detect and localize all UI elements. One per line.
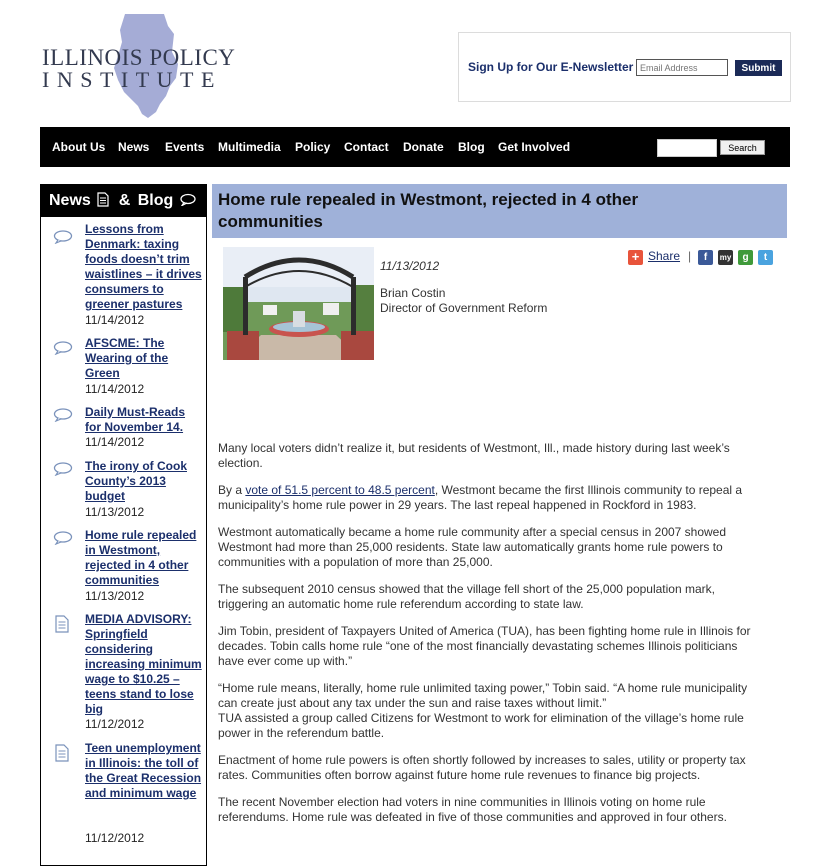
sidebar-item-date: 11/14/2012 bbox=[85, 382, 145, 396]
sidebar-item-title[interactable]: MEDIA ADVISORY: Springfield considering increasing minimum wage to $10.25 – teens stand to lose big bbox=[85, 612, 202, 716]
speech-bubble-icon bbox=[180, 193, 196, 206]
sidebar-item-date: 11/12/2012 bbox=[85, 831, 145, 845]
sidebar-title-news: News bbox=[49, 192, 91, 209]
sidebar-item-title[interactable]: Daily Must-Reads for November 14. bbox=[85, 405, 186, 434]
share-plus-icon[interactable]: + bbox=[628, 250, 643, 265]
paragraph-prefix: By a bbox=[218, 483, 246, 497]
sidebar-header bbox=[41, 185, 206, 217]
document-icon bbox=[97, 192, 109, 207]
facebook-icon[interactable]: f bbox=[698, 250, 713, 265]
sidebar-item[interactable] bbox=[41, 459, 206, 519]
paragraph: Enactment of home rule powers is often shortly followed by increases to sales, utility or property tax rates. Communities often borrow against future home rule revenues to finance big projects. bbox=[218, 753, 746, 782]
author-name[interactable]: Brian Costin bbox=[380, 286, 446, 300]
newsletter-signup bbox=[458, 32, 791, 102]
author bbox=[380, 286, 547, 316]
myspace-icon[interactable]: my bbox=[718, 250, 733, 265]
article-date: 11/13/2012 bbox=[380, 259, 440, 273]
author-title: Director of Government Reform bbox=[380, 301, 548, 315]
sidebar-item-title[interactable]: Teen unemployment in Illinois: the toll of the Great Recession and minimum wage bbox=[85, 741, 202, 800]
google-icon[interactable]: g bbox=[738, 250, 753, 265]
sidebar-title bbox=[49, 192, 196, 210]
nav-contact[interactable]: Contact bbox=[344, 140, 389, 154]
main-nav bbox=[40, 127, 790, 167]
paragraph: Jim Tobin, president of Taxpayers United of America (TUA), has been fighting home rule in Illinois for decades. Tobin calls home rule “one of the most financially devastating schemes Illinois politicians have ever come up with.” bbox=[218, 624, 751, 668]
email-input[interactable] bbox=[636, 59, 728, 76]
quote-followup: TUA assisted a group called Citizens for Westmont to work for elimination of the village’s home rule power in the referendum battle. bbox=[218, 711, 744, 740]
vote-result-link[interactable]: vote of 51.5 percent to 48.5 percent bbox=[245, 483, 435, 497]
sidebar-item-title[interactable]: Home rule repealed in Westmont, rejected in 4 other communities bbox=[85, 528, 197, 587]
paragraph: Many local voters didn’t realize it, but residents of Westmont, Ill., made history during last week’s election. bbox=[218, 441, 730, 470]
logo-line1: ILLINOIS POLICY bbox=[42, 45, 236, 70]
sidebar-item-date: 11/13/2012 bbox=[85, 505, 145, 519]
paragraph bbox=[218, 483, 763, 513]
speech-bubble-icon bbox=[53, 341, 73, 355]
nav-about-us[interactable]: About Us bbox=[52, 140, 106, 154]
paragraph: Westmont automatically became a home rule community after a special census in 2007 showed Westmont had more than 25,000 residents. State law automatically grants home rule powers to communities with a population of more than 25,000. bbox=[218, 525, 727, 569]
search-input[interactable] bbox=[657, 139, 717, 157]
sidebar-item-date: 11/14/2012 bbox=[85, 435, 145, 449]
logo-line2: INSTITUTE bbox=[42, 67, 222, 92]
document-icon bbox=[55, 744, 69, 762]
page-title: Home rule repealed in Westmont, rejected in 4 other communities bbox=[218, 190, 639, 231]
site-logo[interactable] bbox=[40, 12, 240, 122]
paragraph: The subsequent 2010 census showed that the village fell short of the 25,000 population mark, triggering an automatic home rule referendum according to state law. bbox=[218, 582, 715, 611]
speech-bubble-icon bbox=[53, 408, 73, 422]
submit-button[interactable]: Submit bbox=[735, 60, 782, 76]
sidebar-item-date: 11/14/2012 bbox=[85, 313, 145, 327]
paragraph-suffix: , Westmont became the first Illinois community to repeal a municipality’s home rule power in 29 years. The last repeal happened in Rockford in 1983. bbox=[218, 483, 743, 512]
article-body bbox=[218, 441, 763, 837]
share-separator: | bbox=[688, 249, 692, 263]
sidebar-item-title[interactable]: AFSCME: The Wearing of the Green bbox=[85, 336, 169, 380]
nav-events[interactable]: Events bbox=[165, 140, 205, 154]
sidebar-item[interactable] bbox=[41, 612, 206, 731]
search-button[interactable]: Search bbox=[720, 140, 765, 155]
paragraph: The recent November election had voters in nine communities in Illinois voting on home rule referendums. Home rule was defeated in five of those communities and approved in four others. bbox=[218, 795, 727, 824]
share-link[interactable]: Share bbox=[648, 249, 681, 263]
sidebar-item[interactable] bbox=[41, 528, 206, 603]
sidebar-title-amp: & bbox=[118, 192, 131, 209]
nav-donate[interactable]: Donate bbox=[403, 140, 444, 154]
nav-multimedia[interactable]: Multimedia bbox=[218, 140, 281, 154]
sidebar-item[interactable] bbox=[41, 222, 206, 327]
speech-bubble-icon bbox=[53, 230, 73, 244]
nav-blog[interactable]: Blog bbox=[458, 140, 485, 154]
sidebar-item[interactable] bbox=[41, 405, 206, 450]
newsletter-label: Sign Up for Our E-Newsletter bbox=[468, 60, 634, 74]
paragraph bbox=[218, 681, 763, 741]
sidebar-item-date: 11/12/2012 bbox=[85, 717, 145, 731]
sidebar-item[interactable] bbox=[41, 336, 206, 396]
sidebar-item-date: 11/13/2012 bbox=[85, 589, 145, 603]
nav-get-involved[interactable]: Get Involved bbox=[498, 140, 571, 154]
sidebar-item-title[interactable]: The irony of Cook County’s 2013 budget bbox=[85, 459, 187, 503]
twitter-icon[interactable]: t bbox=[758, 250, 773, 265]
document-icon bbox=[55, 615, 69, 633]
westmont-archway-photo bbox=[223, 247, 374, 360]
speech-bubble-icon bbox=[53, 462, 73, 476]
article-title-bar bbox=[212, 184, 787, 238]
sidebar-title-blog: Blog bbox=[137, 192, 174, 209]
nav-news[interactable]: News bbox=[118, 140, 150, 154]
sidebar-item-title[interactable]: Lessons from Denmark: taxing foods doesn’t trim waistlines – it drives consumers to greener pastures bbox=[85, 222, 202, 311]
speech-bubble-icon bbox=[53, 531, 73, 545]
news-blog-sidebar bbox=[40, 184, 207, 866]
sidebar-item[interactable] bbox=[41, 741, 206, 851]
nav-policy[interactable]: Policy bbox=[295, 140, 331, 154]
quote: “Home rule means, literally, home rule unlimited taxing power,” Tobin said. “A home rule municipality can create just about any tax under the sun and raise taxes without limit.” bbox=[218, 681, 748, 710]
